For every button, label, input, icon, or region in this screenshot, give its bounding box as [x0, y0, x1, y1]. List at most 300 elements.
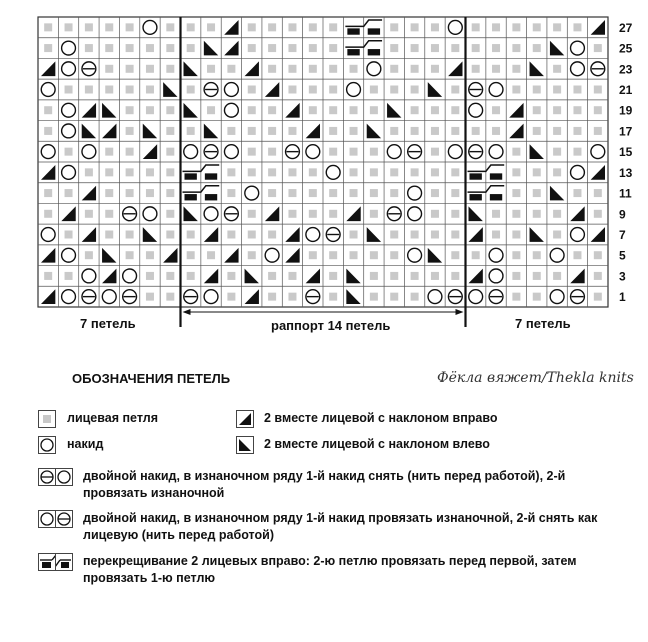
knit-stitch: [166, 231, 174, 239]
knit-stitch: [390, 251, 398, 259]
legend-item-double-yo-b: [38, 510, 628, 544]
knit-stitch: [248, 231, 256, 239]
cross-stitch-left: [470, 173, 482, 179]
yarnover-icon: [38, 436, 56, 454]
cross-stitch-left: [470, 194, 482, 200]
knit-stitch: [472, 23, 480, 31]
knit-stitch: [187, 231, 195, 239]
cross-stitch-right: [205, 194, 217, 200]
knit-stitch: [166, 272, 174, 280]
knit-stitch: [187, 272, 195, 280]
knit-stitch-icon: [38, 410, 56, 428]
knit-stitch: [390, 23, 398, 31]
knit-stitch: [248, 23, 256, 31]
cross-stitch-right: [490, 194, 502, 200]
knit-stitch: [411, 23, 419, 31]
cross-stitch-right: [490, 173, 502, 179]
knit-stitch: [451, 272, 459, 280]
legend-item-knit: [38, 410, 158, 428]
cross-stitch-right: [368, 49, 380, 55]
knit-stitch: [492, 44, 500, 52]
knit-stitch: [329, 106, 337, 114]
knit-stitch: [65, 86, 73, 94]
knit-stitch: [126, 86, 134, 94]
knit-stitch: [329, 23, 337, 31]
knit-stitch: [207, 251, 215, 259]
knit-stitch: [65, 231, 73, 239]
knit-stitch: [431, 189, 439, 197]
knit-stitch: [594, 189, 602, 197]
knit-stitch: [390, 127, 398, 135]
knit-stitch: [166, 44, 174, 52]
knit-stitch: [411, 231, 419, 239]
knit-stitch: [573, 127, 581, 135]
knit-stitch: [492, 210, 500, 218]
knit-stitch: [146, 251, 154, 259]
repeat-label: раппорт 14 петель: [271, 318, 391, 333]
knit-stitch: [44, 127, 52, 135]
knit-stitch: [512, 231, 520, 239]
knit-stitch: [309, 168, 317, 176]
knit-stitch: [512, 168, 520, 176]
knit-stitch: [207, 65, 215, 73]
knit-stitch: [85, 44, 93, 52]
knit-stitch: [146, 189, 154, 197]
knit-stitch: [309, 251, 317, 259]
knit-stitch: [288, 189, 296, 197]
knit-stitch: [227, 189, 235, 197]
legend-item-double-yo-a: [38, 468, 628, 502]
row-number: 27: [619, 20, 633, 35]
knit-stitch: [309, 106, 317, 114]
knit-stitch: [187, 86, 195, 94]
knit-stitch: [512, 86, 520, 94]
knit-stitch: [451, 168, 459, 176]
knit-stitch: [533, 106, 541, 114]
knit-stitch: [105, 44, 113, 52]
knit-stitch: [146, 86, 154, 94]
knit-stitch: [227, 231, 235, 239]
knit-stitch: [594, 272, 602, 280]
knit-stitch: [370, 86, 378, 94]
knit-stitch: [166, 210, 174, 218]
knit-stitch: [512, 210, 520, 218]
knit-stitch: [553, 127, 561, 135]
knit-stitch: [411, 272, 419, 280]
knit-stitch: [451, 210, 459, 218]
knit-stitch: [553, 23, 561, 31]
cross-stitch-left: [347, 49, 359, 55]
knit-stitch: [126, 127, 134, 135]
cross-stitch-right: [368, 28, 380, 34]
knit-stitch: [268, 168, 276, 176]
knit-stitch: [350, 251, 358, 259]
legend-item-k2tog-left: [236, 436, 490, 454]
row-number: 9: [619, 207, 626, 222]
cross-right-icon: [38, 553, 73, 571]
knit-stitch: [187, 23, 195, 31]
knit-stitch: [288, 272, 296, 280]
knit-stitch: [472, 65, 480, 73]
knit-stitch: [65, 23, 73, 31]
knit-stitch: [492, 231, 500, 239]
knit-stitch: [85, 251, 93, 259]
knit-stitch: [390, 86, 398, 94]
knit-stitch: [512, 272, 520, 280]
legend-text: перекрещивание 2 лицевых вправо: 2-ю петлю провязать перед первой, затем провязать 1-ю петлю: [83, 554, 577, 585]
knit-stitch: [248, 44, 256, 52]
double-yarnover-slip-second-icon: [38, 510, 73, 528]
knit-stitch: [166, 293, 174, 301]
knit-stitch: [227, 168, 235, 176]
knit-stitch: [370, 293, 378, 301]
knit-stitch: [309, 189, 317, 197]
knit-stitch: [207, 23, 215, 31]
row-number: 13: [619, 165, 633, 180]
knit-stitch: [166, 65, 174, 73]
knit-stitch: [431, 65, 439, 73]
knit-stitch: [390, 272, 398, 280]
knit-stitch: [594, 44, 602, 52]
row-number: 21: [619, 83, 633, 97]
knit-stitch: [146, 168, 154, 176]
knit-stitch: [166, 127, 174, 135]
knit-stitch: [533, 251, 541, 259]
knit-stitch: [146, 106, 154, 114]
knit-stitch: [390, 65, 398, 73]
knit-stitch: [451, 86, 459, 94]
knit-stitch: [329, 148, 337, 156]
knit-stitch: [553, 65, 561, 73]
knit-stitch: [227, 65, 235, 73]
knit-stitch: [268, 272, 276, 280]
knit-stitch: [512, 251, 520, 259]
knit-stitch: [166, 106, 174, 114]
knit-stitch: [126, 23, 134, 31]
knit-stitch: [573, 106, 581, 114]
knit-stitch: [329, 293, 337, 301]
knit-stitch: [431, 148, 439, 156]
knit-stitch: [492, 65, 500, 73]
knit-stitch: [573, 189, 581, 197]
knit-stitch: [146, 44, 154, 52]
knit-stitch: [553, 148, 561, 156]
knit-stitch: [166, 189, 174, 197]
knit-stitch: [126, 251, 134, 259]
knit-stitch: [268, 189, 276, 197]
knit-stitch: [533, 189, 541, 197]
knit-stitch: [553, 106, 561, 114]
cross-stitch-left: [185, 194, 197, 200]
knit-stitch: [451, 44, 459, 52]
knit-stitch: [166, 168, 174, 176]
knit-stitch: [533, 210, 541, 218]
knit-stitch: [248, 168, 256, 176]
knit-stitch: [472, 127, 480, 135]
repeat-arrow-head-right: [456, 309, 464, 315]
knit-stitch: [248, 148, 256, 156]
knit-stitch: [350, 231, 358, 239]
knit-stitch: [451, 106, 459, 114]
knit-stitch: [288, 210, 296, 218]
knit-stitch: [472, 44, 480, 52]
knit-stitch: [126, 106, 134, 114]
knit-stitch: [187, 127, 195, 135]
knit-stitch: [248, 210, 256, 218]
knit-stitch: [105, 23, 113, 31]
knit-stitch: [431, 106, 439, 114]
knit-stitch: [553, 272, 561, 280]
knit-stitch: [288, 23, 296, 31]
knit-stitch: [370, 272, 378, 280]
knit-stitch: [390, 231, 398, 239]
knit-stitch: [350, 106, 358, 114]
row-number: 7: [619, 228, 626, 242]
knit-stitch: [187, 251, 195, 259]
knit-stitch: [44, 210, 52, 218]
knit-stitch: [248, 251, 256, 259]
knit-stitch: [533, 272, 541, 280]
knit-stitch: [65, 272, 73, 280]
knit-stitch: [512, 23, 520, 31]
knit-stitch: [288, 293, 296, 301]
knit-stitch: [268, 106, 276, 114]
row-number: 1: [619, 290, 626, 305]
knit-stitch: [44, 106, 52, 114]
knit-stitch: [309, 23, 317, 31]
knit-stitch: [187, 44, 195, 52]
row-number: 3: [619, 269, 626, 284]
knit-stitch: [288, 86, 296, 94]
knit-stitch: [85, 23, 93, 31]
legend-item-k2tog-right: [236, 410, 498, 428]
knit-stitch: [350, 65, 358, 73]
legend-text: лицевая петля: [67, 411, 159, 425]
knit-stitch: [329, 210, 337, 218]
knit-stitch: [126, 148, 134, 156]
knit-stitch: [411, 86, 419, 94]
knit-stitch: [309, 44, 317, 52]
knit-stitch: [44, 272, 52, 280]
legend-title: ОБОЗНАЧЕНИЯ ПЕТЕЛЬ: [72, 371, 231, 386]
knit-stitch: [390, 168, 398, 176]
knit-stitch: [594, 293, 602, 301]
knit-stitch: [451, 251, 459, 259]
knit-stitch: [350, 148, 358, 156]
knit-stitch: [411, 65, 419, 73]
knit-stitch: [126, 189, 134, 197]
knit-stitch: [390, 293, 398, 301]
knit-stitch: [227, 293, 235, 301]
left-stitch-count-label: 7 петель: [80, 316, 136, 331]
knit-stitch: [105, 168, 113, 176]
knit-stitch: [431, 127, 439, 135]
knit-stitch: [573, 86, 581, 94]
cross-stitch-left: [347, 28, 359, 34]
knit-stitch: [512, 293, 520, 301]
knit-stitch: [85, 86, 93, 94]
knit-stitch: [594, 251, 602, 259]
legend-text: 2 вместе лицевой с наклоном вправо: [264, 411, 498, 425]
knit-stitch: [329, 86, 337, 94]
knit-stitch: [492, 106, 500, 114]
legend-text: двойной накид, в изнаночном ряду 1-й накид провязать изнаночной, 2-й снять как лицевую (нить перед работой): [83, 511, 598, 542]
knit-stitch: [451, 127, 459, 135]
knit-stitch: [594, 86, 602, 94]
knit-stitch: [553, 231, 561, 239]
knit-stitch: [146, 293, 154, 301]
knit-stitch: [329, 127, 337, 135]
knit-stitch: [431, 44, 439, 52]
knit-stitch: [370, 148, 378, 156]
knit-stitch: [288, 65, 296, 73]
knit-stitch: [512, 148, 520, 156]
knit-stitch: [370, 168, 378, 176]
brand-signature: Фёкла вяжет/Thekla knits: [437, 370, 634, 386]
knit-stitch: [431, 210, 439, 218]
cross-stitch-left: [185, 173, 197, 179]
knit-stitch: [227, 127, 235, 135]
knit-stitch: [390, 189, 398, 197]
knit-stitch: [411, 168, 419, 176]
knit-stitch: [105, 148, 113, 156]
knit-stitch: [268, 293, 276, 301]
knit-stitch: [329, 251, 337, 259]
knit-stitch: [594, 106, 602, 114]
row-number: 19: [619, 103, 633, 118]
knit-stitch: [126, 44, 134, 52]
knit-stitch: [268, 44, 276, 52]
knit-stitch: [512, 189, 520, 197]
knit-stitch: [411, 293, 419, 301]
knit-stitch: [533, 44, 541, 52]
knit-stitch: [288, 168, 296, 176]
knit-stitch: [594, 210, 602, 218]
knit-stitch: [573, 251, 581, 259]
knit-stitch: [105, 65, 113, 73]
knit-stitch: [370, 189, 378, 197]
knit-stitch: [248, 127, 256, 135]
knit-stitch: [105, 210, 113, 218]
knit-stitch: [105, 231, 113, 239]
knit-stitch: [573, 23, 581, 31]
legend-text: накид: [67, 437, 104, 451]
knit-stitch: [451, 231, 459, 239]
knit-stitch: [431, 272, 439, 280]
knit-stitch: [350, 168, 358, 176]
knit-stitch: [512, 44, 520, 52]
legend-item-yarnover: [38, 436, 103, 454]
knit-stitch: [492, 23, 500, 31]
knit-stitch: [288, 127, 296, 135]
row-number: 5: [619, 248, 626, 263]
knit-stitch: [370, 106, 378, 114]
knit-stitch: [44, 189, 52, 197]
knit-stitch: [126, 65, 134, 73]
legend-text: двойной накид, в изнаночном ряду 1-й накид снять (нить перед работой), 2-й провязать изнаночной: [83, 469, 566, 500]
k2tog-left-icon: [236, 436, 254, 454]
knit-stitch: [329, 65, 337, 73]
knit-stitch: [126, 168, 134, 176]
knit-stitch: [146, 272, 154, 280]
knit-stitch: [268, 148, 276, 156]
knit-stitch: [411, 106, 419, 114]
knit-stitch: [472, 251, 480, 259]
knit-stitch: [573, 148, 581, 156]
knit-stitch: [512, 65, 520, 73]
knit-stitch: [44, 44, 52, 52]
knit-stitch: [533, 293, 541, 301]
knit-stitch: [105, 86, 113, 94]
knit-stitch: [44, 23, 52, 31]
knit-stitch: [85, 168, 93, 176]
repeat-arrow-head-left: [183, 309, 191, 315]
knit-stitch: [370, 210, 378, 218]
knit-stitch: [533, 168, 541, 176]
knit-stitch: [207, 106, 215, 114]
knit-stitch: [65, 148, 73, 156]
knit-stitch: [248, 86, 256, 94]
k2tog-right-icon: [236, 410, 254, 428]
knit-stitch: [105, 189, 113, 197]
knit-stitch: [126, 231, 134, 239]
knit-stitch: [431, 168, 439, 176]
knit-stitch: [370, 251, 378, 259]
knit-stitch: [268, 127, 276, 135]
knit-stitch: [553, 210, 561, 218]
double-yarnover-slip-first-icon: [38, 468, 73, 486]
knit-stitch: [288, 44, 296, 52]
row-number: 23: [619, 62, 633, 77]
cross-stitch-right: [205, 173, 217, 179]
knit-stitch: [309, 86, 317, 94]
knit-stitch: [166, 148, 174, 156]
knit-stitch: [309, 65, 317, 73]
row-number: 17: [619, 124, 633, 139]
row-number: 15: [619, 145, 633, 160]
knit-stitch: [350, 189, 358, 197]
knit-stitch: [85, 210, 93, 218]
knit-stitch: [431, 23, 439, 31]
knit-stitch: [329, 272, 337, 280]
knit-stitch: [594, 127, 602, 135]
knit-stitch: [65, 189, 73, 197]
row-number: 11: [619, 186, 632, 201]
knit-stitch: [533, 127, 541, 135]
knit-stitch: [390, 44, 398, 52]
knit-stitch: [492, 127, 500, 135]
knit-stitch: [350, 127, 358, 135]
knit-stitch: [431, 231, 439, 239]
knit-stitch: [533, 23, 541, 31]
knit-stitch: [451, 189, 459, 197]
row-number: 25: [619, 41, 633, 56]
knit-stitch: [248, 106, 256, 114]
knit-stitch: [309, 210, 317, 218]
legend-text: 2 вместе лицевой с наклоном влево: [264, 437, 490, 451]
knit-stitch: [411, 127, 419, 135]
knit-stitch: [166, 23, 174, 31]
knit-stitch: [553, 168, 561, 176]
knit-stitch: [553, 86, 561, 94]
right-stitch-count-label: 7 петель: [515, 316, 571, 331]
knit-stitch: [268, 231, 276, 239]
knit-stitch: [329, 44, 337, 52]
knit-stitch: [146, 65, 154, 73]
knit-stitch: [268, 23, 276, 31]
legend-item-cross-right: [38, 553, 628, 587]
knit-stitch: [268, 65, 276, 73]
